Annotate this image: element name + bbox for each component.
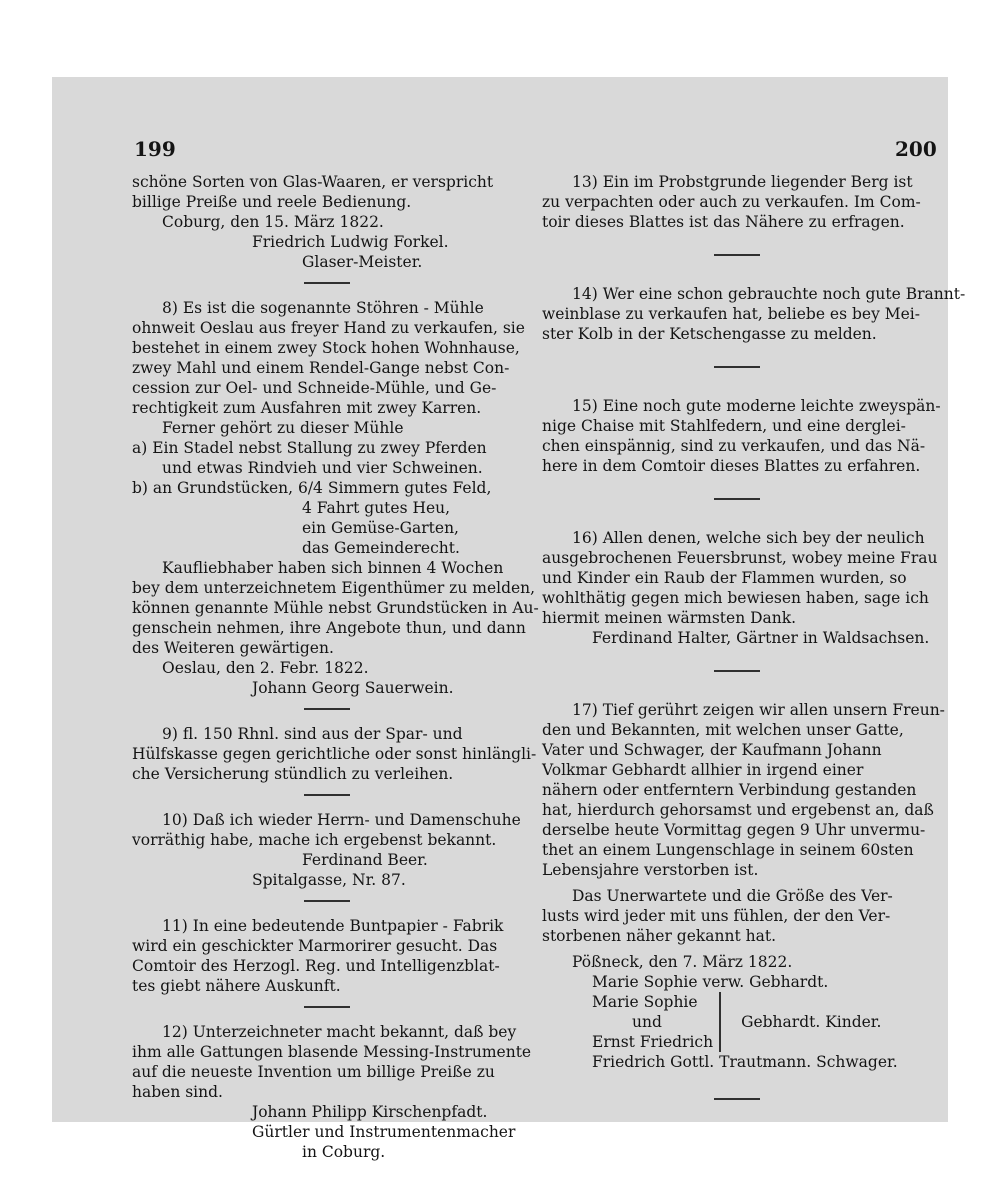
- conjunction: und: [632, 1013, 662, 1031]
- text-line: Hülfskasse gegen gerichtliche oder sonst hinlängli-: [132, 745, 537, 763]
- child-name: Marie Sophie: [592, 993, 698, 1011]
- text-line: Kaufliebhaber haben sich binnen 4 Wochen: [162, 559, 504, 577]
- text-line: hiermit meinen wärmsten Dank.: [542, 609, 797, 627]
- text-line: here in dem Comtoir dieses Blattes zu erfahren.: [542, 457, 921, 475]
- text-line: nähern oder entferntern Verbindung gestanden: [542, 781, 917, 799]
- text-line: 9) fl. 150 Rhnl. sind aus der Spar- und: [162, 725, 463, 743]
- text-line: können genannte Mühle nebst Grundstücken in Au-: [132, 599, 539, 617]
- page-number-right: 200: [895, 137, 937, 161]
- text-line: und etwas Rindvieh und vier Schweinen.: [162, 459, 483, 477]
- text-line: 11) In eine bedeutende Buntpapier - Fabrik: [162, 917, 504, 935]
- text-line: tes giebt nähere Auskunft.: [132, 977, 341, 995]
- text-line: derselbe heute Vormittag gegen 9 Uhr unvermu-: [542, 821, 926, 839]
- signature-name: Ferdinand Beer.: [302, 851, 428, 869]
- place-date: Coburg, den 15. März 1822.: [162, 213, 384, 231]
- text-line: storbenen näher gekannt hat.: [542, 927, 777, 945]
- text-line: weinblase zu verkaufen hat, beliebe es bey Mei-: [542, 305, 920, 323]
- text-line: b) an Grundstücken, 6/4 Simmern gutes Feld,: [132, 479, 492, 497]
- signature-name: Johann Philipp Kirschenpfadt.: [252, 1103, 488, 1121]
- text-line: schöne Sorten von Glas-Waaren, er verspricht: [132, 173, 494, 191]
- text-line: genschein nehmen, ihre Angebote thun, und dann: [132, 619, 526, 637]
- signature-widow: Marie Sophie verw. Gebhardt.: [592, 973, 829, 991]
- notice-7: [132, 172, 522, 272]
- bracket-names: [592, 992, 721, 1052]
- text-line: chen einspännig, sind zu verkaufen, und das Nä-: [542, 437, 926, 455]
- notice-10: [132, 810, 522, 890]
- notice-15: [542, 396, 941, 476]
- text-line: ausgebrochenen Feuersbrunst, wobey meine Frau: [542, 549, 938, 567]
- notice-14: [542, 284, 966, 344]
- separator-rule: [714, 366, 760, 368]
- text-line: bey dem unterzeichnetem Eigenthümer zu melden,: [132, 579, 536, 597]
- signature-brother-in-law: Friedrich Gottl. Trautmann. Schwager.: [592, 1053, 898, 1071]
- text-line: rechtigkeit zum Ausfahren mit zwey Karren.: [132, 399, 482, 417]
- signature-address: in Coburg.: [302, 1143, 386, 1161]
- text-line: 12) Unterzeichneter macht bekannt, daß bey: [162, 1023, 517, 1041]
- notice-8: [132, 298, 539, 698]
- text-line: das Gemeinderecht.: [302, 539, 460, 557]
- separator-rule: [304, 282, 350, 284]
- signature-name: Friedrich Ludwig Forkel.: [252, 233, 449, 251]
- signature-children: [542, 992, 932, 1052]
- signature-title: Glaser-Meister.: [302, 253, 423, 271]
- text-line: vorräthig habe, mache ich ergebenst bekannt.: [132, 831, 497, 849]
- notice-17: [542, 700, 945, 1072]
- text-line: auf die neueste Invention um billige Preiße zu: [132, 1063, 495, 1081]
- text-line: a) Ein Stadel nebst Stallung zu zwey Pferden: [132, 439, 487, 457]
- text-line: nige Chaise mit Stahlfedern, und eine derglei-: [542, 417, 906, 435]
- child-name: Ernst Friedrich: [592, 1033, 714, 1051]
- text-line: ihm alle Gattungen blasende Messing-Instrumente: [132, 1043, 532, 1061]
- separator-rule: [714, 498, 760, 500]
- text-line: 10) Daß ich wieder Herrn- und Damenschuhe: [162, 811, 521, 829]
- text-line: zu verpachten oder auch zu verkaufen. Im Com-: [542, 193, 921, 211]
- signature-title: Gürtler und Instrumentenmacher: [252, 1123, 516, 1141]
- text-line: haben sind.: [132, 1083, 223, 1101]
- text-line: cession zur Oel- und Schneide-Mühle, und Ge-: [132, 379, 497, 397]
- text-line: 8) Es ist die sogenannte Stöhren - Mühle: [162, 299, 484, 317]
- text-line: Ferner gehört zu dieser Mühle: [162, 419, 404, 437]
- separator-rule: [304, 1006, 350, 1008]
- left-column: [132, 172, 539, 1172]
- text-line: des Weiteren gewärtigen.: [132, 639, 334, 657]
- signature-name: Johann Georg Sauerwein.: [252, 679, 454, 697]
- place-date: Oeslau, den 2. Febr. 1822.: [162, 659, 369, 677]
- text-line: che Versicherung stündlich zu verleihen.: [132, 765, 454, 783]
- place-date: Pößneck, den 7. März 1822.: [572, 953, 793, 971]
- text-line: 17) Tief gerührt zeigen wir allen unsern Freun-: [572, 701, 945, 719]
- text-line: 14) Wer eine schon gebrauchte noch gute Brannt-: [572, 285, 966, 303]
- text-line: thet an einem Lungenschlage in seinem 60sten: [542, 841, 914, 859]
- text-line: Comtoir des Herzogl. Reg. und Intelligenzblat-: [132, 957, 500, 975]
- separator-rule: [304, 794, 350, 796]
- text-line: Lebensjahre verstorben ist.: [542, 861, 759, 879]
- text-line: Volkmar Gebhardt allhier in irgend einer: [542, 761, 864, 779]
- signature-address: Spitalgasse, Nr. 87.: [252, 871, 406, 889]
- signature-name: Ferdinand Halter, Gärtner in Waldsachsen.: [592, 629, 930, 647]
- text-line: zwey Mahl und einem Rendel-Gange nebst Con-: [132, 359, 510, 377]
- text-line: und Kinder ein Raub der Flammen wurden, so: [542, 569, 907, 587]
- text-line: bestehet in einem zwey Stock hohen Wohnhause,: [132, 339, 520, 357]
- notice-13: [542, 172, 932, 232]
- text-line: toir dieses Blattes ist das Nähere zu erfragen.: [542, 213, 905, 231]
- notice-16: [542, 528, 938, 648]
- text-line: den und Bekannten, mit welchen unser Gatte,: [542, 721, 904, 739]
- text-line: wird ein geschickter Marmorirer gesucht. Das: [132, 937, 498, 955]
- text-line: Das Unerwartete und die Größe des Ver-: [572, 887, 893, 905]
- right-column: [542, 172, 966, 1114]
- text-line: 15) Eine noch gute moderne leichte zweyspän-: [572, 397, 941, 415]
- separator-rule: [304, 708, 350, 710]
- text-line: 16) Allen denen, welche sich bey der neulich: [572, 529, 925, 547]
- separator-rule: [714, 670, 760, 672]
- text-line: hat, hierdurch gehorsamst und ergebenst an, daß: [542, 801, 934, 819]
- children-surname: Gebhardt. Kinder.: [741, 1013, 882, 1031]
- text-line: ster Kolb in der Ketschengasse zu melden.: [542, 325, 877, 343]
- text-line: lusts wird jeder mit uns fühlen, der den Ver-: [542, 907, 891, 925]
- text-line: wohlthätig gegen mich bewiesen haben, sage ich: [542, 589, 929, 607]
- page-number-left: 199: [134, 137, 176, 161]
- text-line: ohnweit Oeslau aus freyer Hand zu verkaufen, sie: [132, 319, 525, 337]
- text-line: Vater und Schwager, der Kaufmann Johann: [542, 741, 882, 759]
- scanned-page: [52, 77, 966, 1161]
- separator-rule: [714, 1098, 760, 1100]
- notice-11: [132, 916, 522, 996]
- separator-rule: [304, 900, 350, 902]
- notice-12: [132, 1022, 532, 1162]
- text-line: 4 Fahrt gutes Heu,: [302, 499, 451, 517]
- text-line: billige Preiße und reele Bedienung.: [132, 193, 412, 211]
- separator-rule: [714, 254, 760, 256]
- text-line: ein Gemüse-Garten,: [302, 519, 459, 537]
- text-line: 13) Ein im Probstgrunde liegender Berg ist: [572, 173, 913, 191]
- notice-9: [132, 724, 537, 784]
